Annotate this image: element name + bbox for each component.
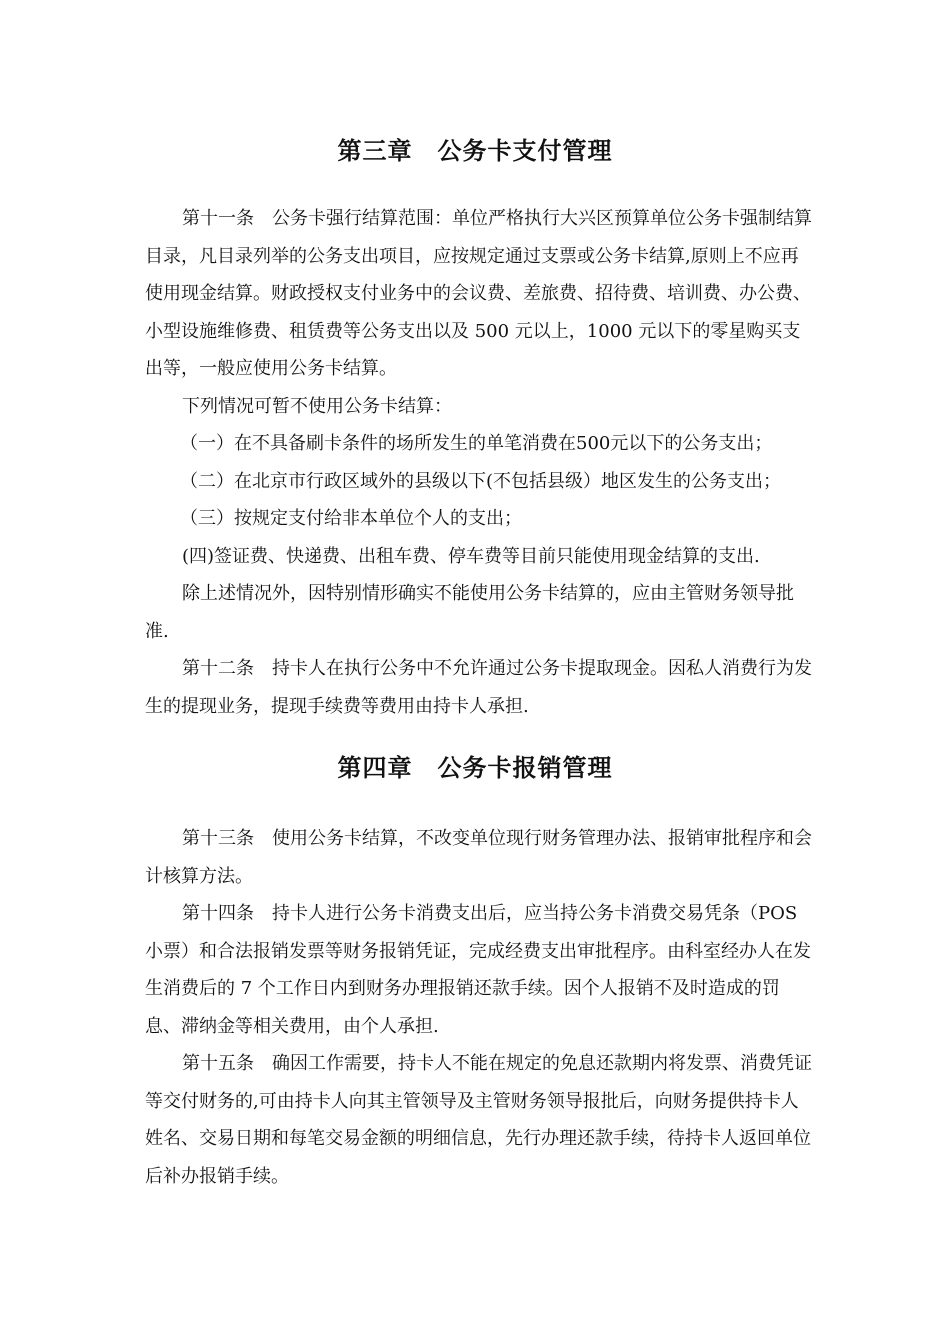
article-11-paragraph: 第十一条 公务卡强行结算范围：单位严格执行大兴区预算单位公务卡强制结算目录，凡目录列举的公务支出项目，应按规定通过支票或公务卡结算,原则上不应再使用现金结算。财政授权支付业务中的会议费、差旅费、招待费、培训费、办公费、小型设施维修费、租赁费等公务支出以及 500 元以上，1000 元以下的零星购买支出等，一般应使用公务卡结算。 — [145, 208, 812, 379]
exceptions-intro-paragraph: 下列情况可暂不使用公务卡结算： — [182, 395, 452, 417]
special-case-paragraph: 除上述情况外，因特别情形确实不能使用公务卡结算的，应由主管财务领导批准. — [145, 583, 794, 642]
chapter-3-title: 第三章 公务卡支付管理 — [337, 137, 613, 165]
chapter-3-body — [145, 200, 813, 725]
article-13-paragraph: 第十三条 使用公务卡结算，不改变单位现行财务管理办法、报销审批程序和会计核算方法。 — [145, 828, 812, 887]
article-14-paragraph: 第十四条 持卡人进行公务卡消费支出后，应当持公务卡消费交易凭条（POS 小票）和合法报销发票等财务报销凭证，完成经费支出审批程序。由科室经办人在发生消费后的 7 个工作日内到财务办理报销还款手续。因个人报销不及时造成的罚息、滞纳金等相关费用，由个人承担. — [145, 903, 811, 1037]
chapter-4-title: 第四章 公务卡报销管理 — [337, 754, 613, 782]
exception-item-3: （三）按规定支付给非本单位个人的支出； — [180, 508, 522, 529]
exception-item-1: （一）在不具备刷卡条件的场所发生的单笔消费在500元以下的公务支出； — [180, 433, 773, 454]
exception-item-4: (四)签证费、快递费、出租车费、停车费等目前只能使用现金结算的支出. — [182, 545, 760, 567]
article-15-paragraph: 第十五条 确因工作需要，持卡人不能在规定的免息还款期内将发票、消费凭证等交付财务的,可由持卡人向其主管领导及主管财务领导报批后，向财务提供持卡人姓名、交易日期和每笔交易金额的明细信息，先行办理还款手续，待持卡人返回单位后补办报销手续。 — [145, 1053, 812, 1187]
chapter-4-body — [145, 820, 813, 1195]
exception-item-2: （二）在北京市行政区域外的县级以下(不包括县级）地区发生的公务支出； — [180, 470, 782, 492]
article-12-paragraph: 第十二条 持卡人在执行公务中不允许通过公务卡提取现金。因私人消费行为发生的提现业务，提现手续费等费用由持卡人承担. — [145, 658, 812, 717]
